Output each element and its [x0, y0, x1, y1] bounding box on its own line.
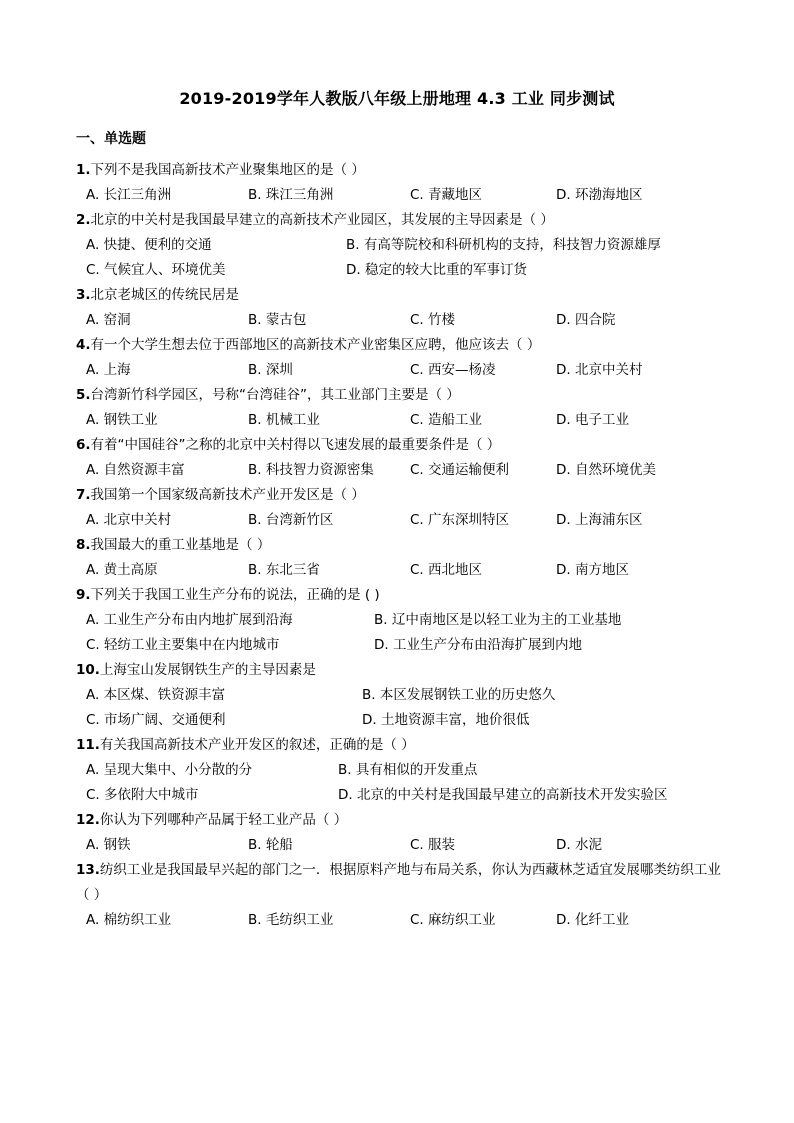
answer-option[interactable]: C. 西安—杨凌 [410, 362, 496, 378]
answer-option[interactable]: B. 有高等院校和科研机构的支持，科技智力资源雄厚 [346, 237, 661, 253]
question-text: 台湾新竹科学园区，号称“台湾硅谷”，其工业部门主要是（ ） [90, 387, 460, 403]
answer-option[interactable]: C. 服装 [410, 837, 456, 853]
answer-option[interactable]: D. 自然环境优美 [556, 462, 656, 478]
options-row [76, 558, 726, 583]
answer-option[interactable]: B. 东北三省 [248, 562, 320, 578]
question-number: 10. [76, 662, 100, 678]
answer-option[interactable]: B. 辽中南地区是以轻工业为主的工业基地 [374, 612, 622, 628]
answer-option[interactable]: D. 稳定的较大比重的军事订货 [346, 262, 527, 278]
options-row [76, 408, 726, 433]
answer-option[interactable]: B. 蒙古包 [248, 312, 307, 328]
answer-option[interactable]: A. 本区煤、铁资源丰富 [86, 687, 226, 703]
page-title: 2019-2019学年人教版八年级上册地理 4.3 工业 同步测试 [179, 89, 615, 108]
options-row [76, 358, 726, 383]
answer-option[interactable]: C. 西北地区 [410, 562, 483, 578]
answer-option[interactable]: A. 黄土高原 [86, 562, 158, 578]
question-number: 1. [76, 162, 91, 178]
answer-option[interactable]: A. 工业生产分布由内地扩展到沿海 [86, 612, 293, 628]
answer-option[interactable]: B. 机械工业 [248, 412, 320, 428]
options-row [76, 458, 726, 483]
answer-option[interactable]: C. 多依附大中城市 [86, 787, 199, 803]
answer-option[interactable]: C. 轻纺工业主要集中在内地城市 [86, 637, 280, 653]
answer-option[interactable]: D. 四合院 [556, 312, 616, 328]
options-row [76, 683, 726, 708]
options-row [76, 708, 726, 733]
question-number: 13. [76, 862, 100, 878]
answer-option[interactable]: C. 交通运输便利 [410, 462, 510, 478]
options-row [76, 233, 726, 258]
options-row [76, 508, 726, 533]
question-stem [76, 383, 726, 408]
options-row [76, 758, 726, 783]
question-text: 下列不是我国高新技术产业聚集地区的是（ ） [90, 162, 365, 178]
options-row [76, 608, 726, 633]
question-stem [76, 808, 726, 833]
answer-option[interactable]: B. 轮船 [248, 837, 293, 853]
answer-option[interactable]: C. 造船工业 [410, 412, 483, 428]
answer-option[interactable]: D. 南方地区 [556, 562, 629, 578]
question-text: 北京老城区的传统民居是 [90, 287, 240, 303]
question-text: 下列关于我国工业生产分布的说法，正确的是 ( ) [90, 587, 380, 603]
answer-option[interactable]: A. 窑洞 [86, 312, 131, 328]
options-row [76, 258, 726, 283]
question-stem [76, 483, 726, 508]
question-text: 我国最大的重工业基地是（ ） [90, 537, 271, 553]
question-text: 北京的中关村是我国最早建立的高新技术产业园区，其发展的主导因素是（ ） [90, 212, 554, 228]
answer-option[interactable]: A. 钢铁 [86, 837, 131, 853]
answer-option[interactable]: D. 电子工业 [556, 412, 629, 428]
answer-option[interactable]: B. 深圳 [248, 362, 293, 378]
answer-option[interactable]: B. 本区发展钢铁工业的历史悠久 [362, 687, 556, 703]
answer-option[interactable]: A. 自然资源丰富 [86, 462, 185, 478]
question-stem [76, 858, 726, 908]
question-text: 纺织工业是我国最早兴起的部门之一．根据原料产地与布局关系，你认为西藏林芝适宜发展哪类纺织工业（ ） [76, 862, 721, 903]
question-stem [76, 433, 726, 458]
options-row [76, 308, 726, 333]
options-row [76, 633, 726, 658]
answer-option[interactable]: C. 青藏地区 [410, 187, 483, 203]
question-number: 2. [76, 212, 91, 228]
question-text: 你认为下列哪种产品属于轻工业产品（ ） [99, 812, 348, 828]
answer-option[interactable]: D. 土地资源丰富，地价很低 [362, 712, 530, 728]
answer-option[interactable]: A. 上海 [86, 362, 131, 378]
question-text: 有关我国高新技术产业开发区的叙述，正确的是（ ） [99, 737, 415, 753]
question-text: 我国第一个国家级高新技术产业开发区是（ ） [90, 487, 365, 503]
answer-option[interactable]: D. 上海浦东区 [556, 512, 643, 528]
options-row [76, 183, 726, 208]
answer-option[interactable]: D. 化纤工业 [556, 912, 629, 928]
answer-option[interactable]: C. 广东深圳特区 [410, 512, 510, 528]
answer-option[interactable]: C. 麻纺织工业 [410, 912, 496, 928]
question-number: 9. [76, 587, 91, 603]
answer-option[interactable]: D. 北京中关村 [556, 362, 643, 378]
answer-option[interactable]: D. 北京的中关村是我国最早建立的高新技术开发实验区 [338, 787, 668, 803]
question-text: 有一个大学生想去位于西部地区的高新技术产业密集区应聘，他应该去（ ） [90, 337, 541, 353]
answer-option[interactable]: C. 市场广阔、交通便利 [86, 712, 226, 728]
question-number: 6. [76, 437, 91, 453]
question-stem [76, 533, 726, 558]
question-number: 3. [76, 287, 91, 303]
question-stem [76, 158, 726, 183]
answer-option[interactable]: C. 气候宜人、环境优美 [86, 262, 226, 278]
answer-option[interactable]: D. 水泥 [556, 837, 602, 853]
answer-option[interactable]: B. 科技智力资源密集 [248, 462, 374, 478]
answer-option[interactable]: B. 毛纺织工业 [248, 912, 334, 928]
question-number: 5. [76, 387, 91, 403]
answer-option[interactable]: D. 环渤海地区 [556, 187, 643, 203]
answer-option[interactable]: A. 长江三角洲 [86, 187, 172, 203]
section-heading: 一、单选题 [76, 131, 146, 147]
options-row [76, 783, 726, 808]
answer-option[interactable]: A. 快捷、便利的交通 [86, 237, 212, 253]
options-row [76, 833, 726, 858]
answer-option[interactable]: A. 呈现大集中、小分散的分 [86, 762, 253, 778]
question-number: 7. [76, 487, 91, 503]
question-number: 8. [76, 537, 91, 553]
question-number: 12. [76, 812, 100, 828]
answer-option[interactable]: C. 竹楼 [410, 312, 456, 328]
question-list [76, 158, 726, 933]
answer-option[interactable]: A. 棉纺织工业 [86, 912, 172, 928]
answer-option[interactable]: A. 北京中关村 [86, 512, 172, 528]
question-stem [76, 733, 726, 758]
question-text: 有着“中国硅谷”之称的北京中关村得以飞速发展的最重要条件是（ ） [90, 437, 501, 453]
question-stem [76, 333, 726, 358]
answer-option[interactable]: B. 具有相似的开发重点 [338, 762, 478, 778]
question-stem [76, 208, 726, 233]
answer-option[interactable]: D. 工业生产分布由沿海扩展到内地 [374, 637, 582, 653]
options-row [76, 908, 726, 933]
question-stem [76, 283, 726, 308]
question-number: 11. [76, 737, 100, 753]
answer-option[interactable]: B. 珠江三角洲 [248, 187, 334, 203]
answer-option[interactable]: B. 台湾新竹区 [248, 512, 334, 528]
question-number: 4. [76, 337, 91, 353]
question-text: 上海宝山发展钢铁生产的主导因素是 [99, 662, 316, 678]
answer-option[interactable]: A. 钢铁工业 [86, 412, 158, 428]
question-stem [76, 583, 726, 608]
question-stem [76, 658, 726, 683]
